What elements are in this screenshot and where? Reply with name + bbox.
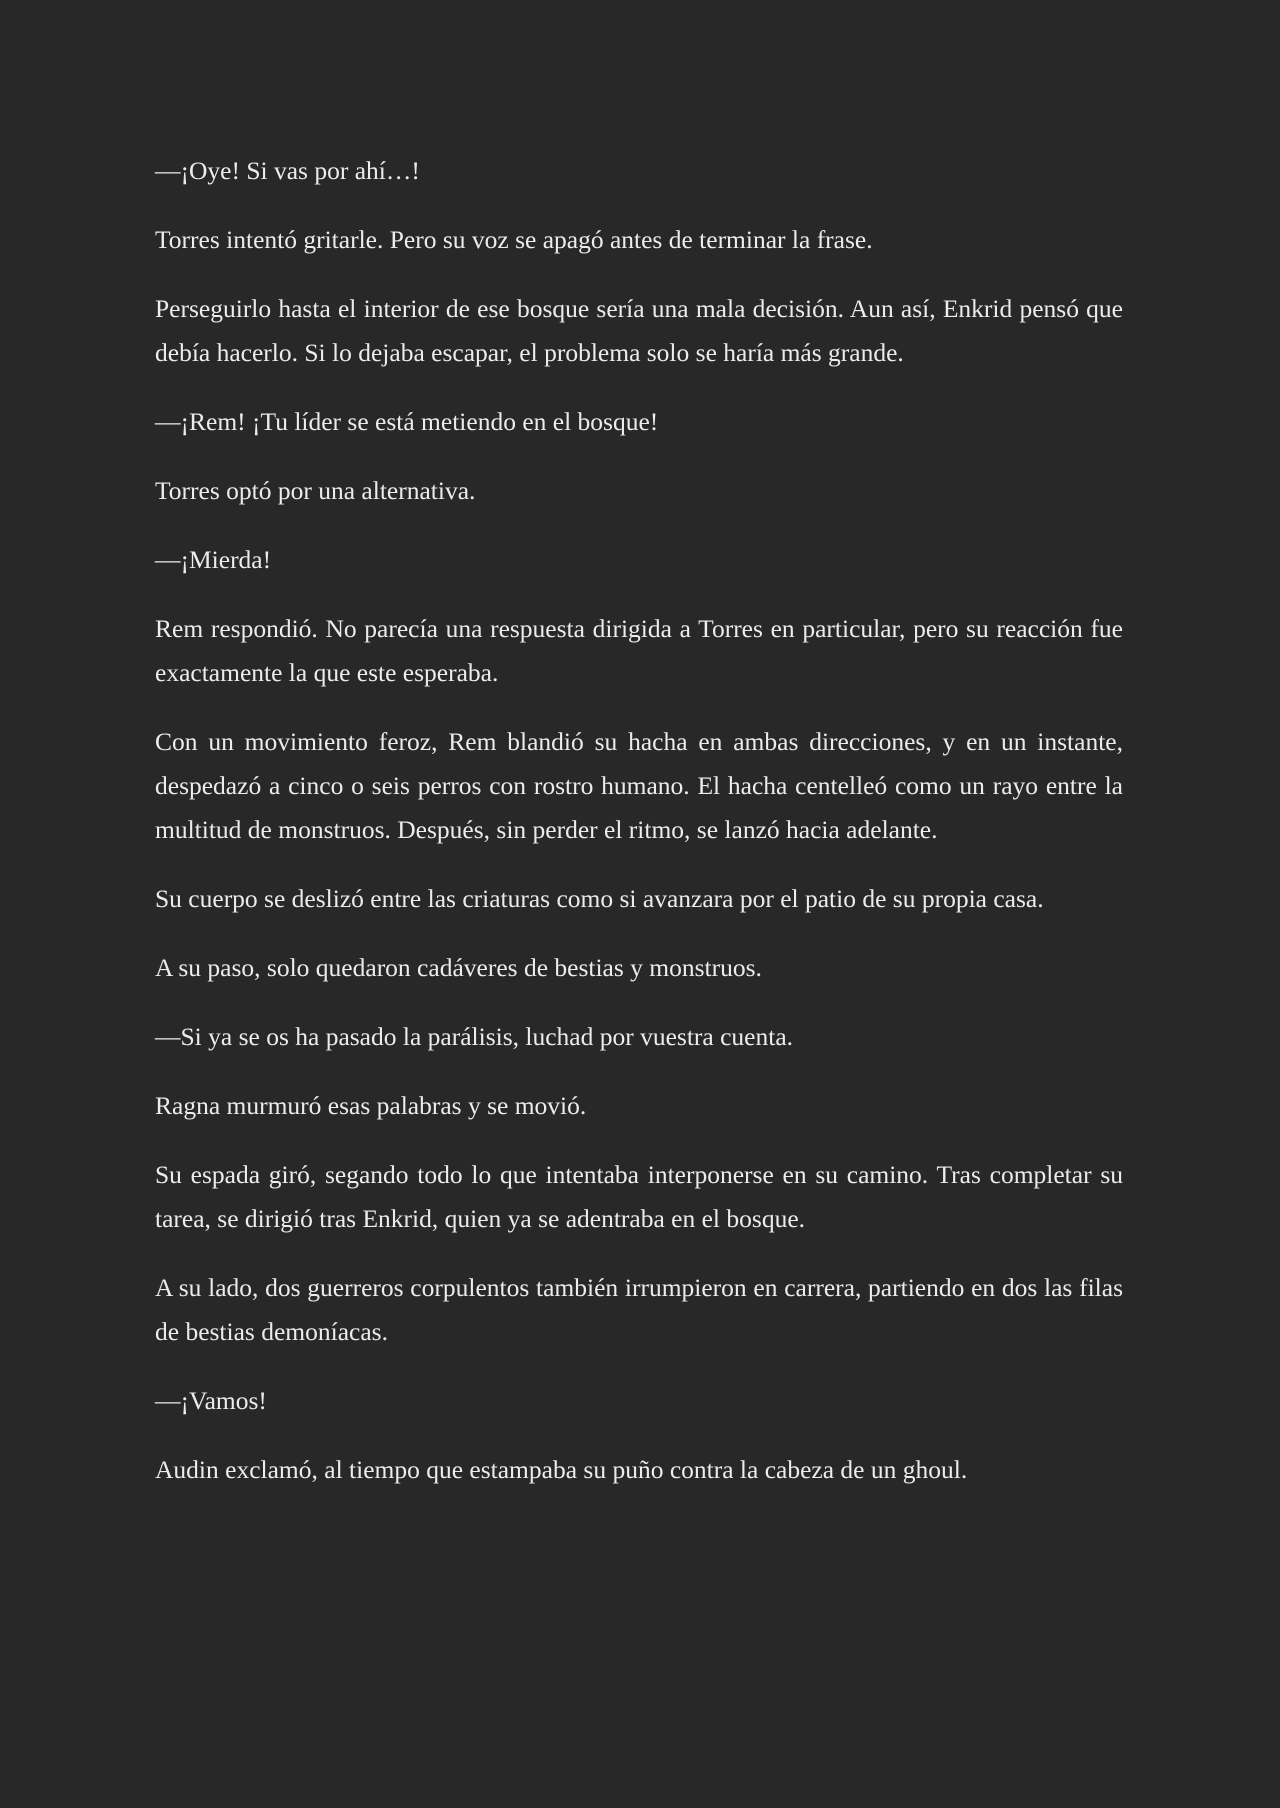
paragraph-10: A su paso, solo quedaron cadáveres de bestias y monstruos. [155, 953, 762, 982]
paragraph-3: Perseguirlo hasta el interior de ese bosque sería una mala decisión. Aun así, Enkrid pensó que debía hacerlo. Si lo dejaba escapar, el problema solo se haría más grande. [155, 294, 1123, 367]
paragraph-7: Rem respondió. No parecía una respuesta dirigida a Torres en particular, pero su reacción fue exactamente la que este esperaba. [155, 614, 1123, 687]
paragraph-8: Con un movimiento feroz, Rem blandió su hacha en ambas direcciones, y en un instante, despedazó a cinco o seis perros con rostro humano. El hacha centelleó como un rayo entre la multitud de monstruos. Después, sin perder el ritmo, se lanzó hacia adelante. [155, 727, 1123, 844]
paragraph-16: Audin exclamó, al tiempo que estampaba su puño contra la cabeza de un ghoul. [155, 1455, 968, 1484]
paragraph-12: Ragna murmuró esas palabras y se movió. [155, 1091, 587, 1120]
paragraph-6: —¡Mierda! [155, 545, 272, 574]
paragraph-9: Su cuerpo se deslizó entre las criaturas como si avanzara por el patio de su propia casa. [155, 884, 1044, 913]
paragraph-13: Su espada giró, segando todo lo que intentaba interponerse en su camino. Tras completar su tarea, se dirigió tras Enkrid, quien ya se adentraba en el bosque. [155, 1160, 1123, 1233]
paragraph-11: —Si ya se os ha pasado la parálisis, luchad por vuestra cuenta. [155, 1022, 794, 1051]
paragraph-5: Torres optó por una alternativa. [155, 476, 476, 505]
paragraph-14: A su lado, dos guerreros corpulentos también irrumpieron en carrera, partiendo en dos las filas de bestias demoníacas. [155, 1273, 1123, 1346]
paragraph-15: —¡Vamos! [155, 1386, 267, 1415]
paragraph-2: Torres intentó gritarle. Pero su voz se apagó antes de terminar la frase. [155, 225, 873, 254]
paragraph-1: —¡Oye! Si vas por ahí…! [155, 156, 420, 185]
paragraph-4: —¡Rem! ¡Tu líder se está metiendo en el bosque! [155, 407, 659, 436]
